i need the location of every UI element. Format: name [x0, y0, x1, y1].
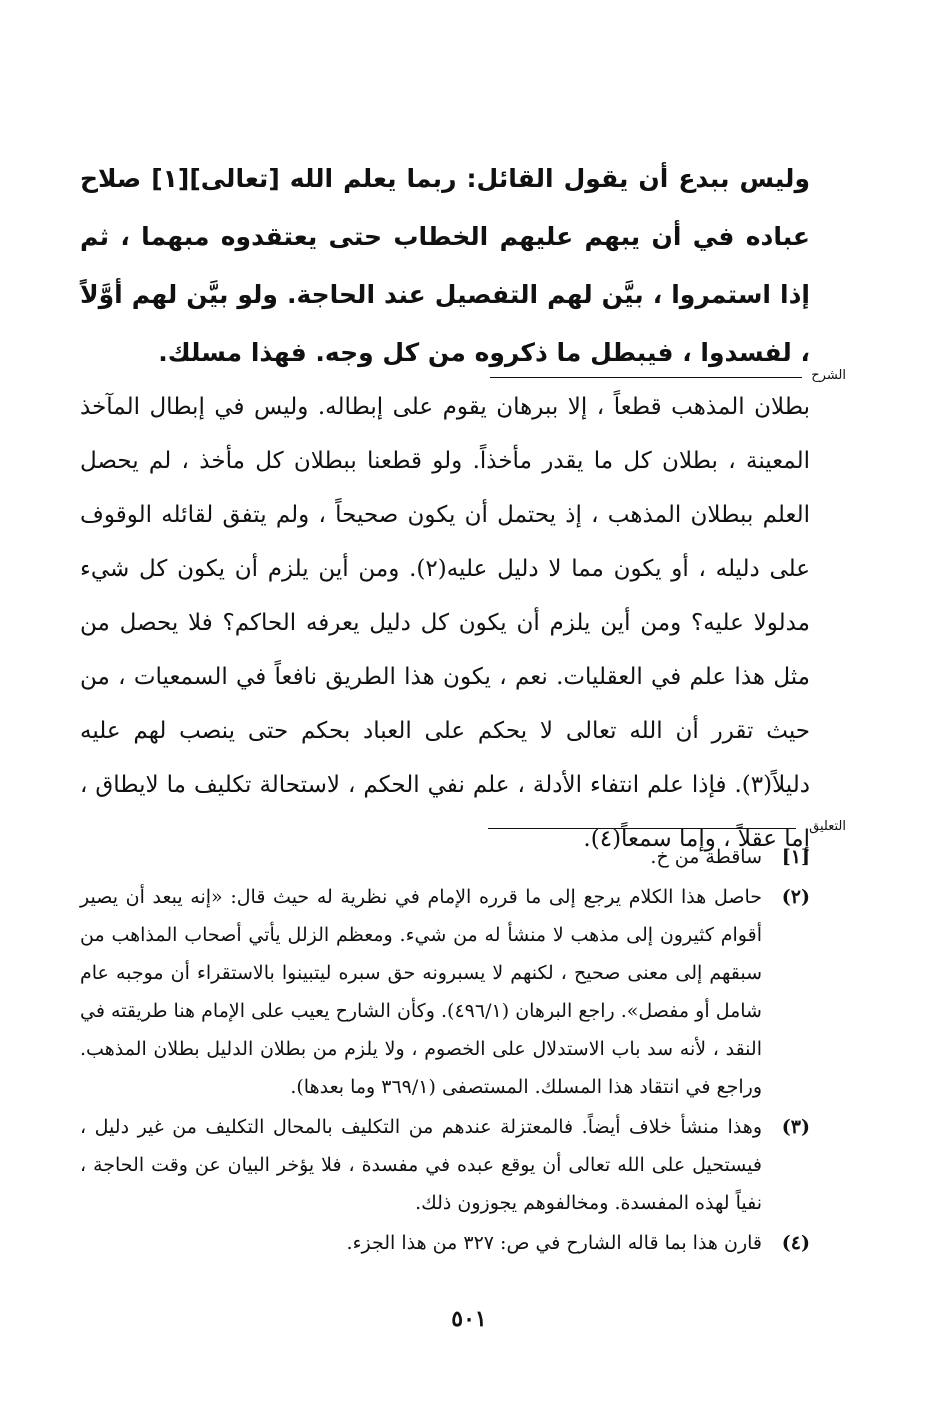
main-text: وليس ببدع أن يقول القائل: ربما يعلم الله [تعالى][١] صلاح عباده في أن يبهم عليهم الخطاب حتى يعتقدوه مبهما ، ثم إذا استمروا ، بيَّن لهم التفصيل عند الحاجة. ولو بيَّن لهم أوَّلاً ، لفسدوا ، فيبطل ما ذكروه من كل وجه. فهذا مسلك. — [80, 164, 810, 367]
sharh-divider — [490, 377, 802, 378]
footnote-number: (٤) — [781, 1232, 810, 1254]
footnote-text: قارن هذا بما قاله الشارح في ص: ٣٢٧ من هذا الجزء. — [346, 1232, 762, 1254]
footnote-text: حاصل هذا الكلام يرجع إلى ما قرره الإمام في نظرية له حيث قال: «إنه يبعد أن يصير أقوام كثيرون إلى مذهب لا منشأ له من شيء. ومعظم الزلل يأتي أصحاب المذاهب من سبقهم إلى معنى صحيح ، لكنهم لا يسبرونه حق سبره ليتبينوا بالاستقراء أن موجبه عام شامل أو مفصل». راجع البرهان (٤٩٦/١). وكأن الشارح يعيب على الإمام هنا طريقته في النقد ، لأنه سد باب الاستدلال على الخصوم ، ولا يلزم من بطلان الدليل بطلان المذهب. وراجع في انتقاد هذا المسلك. المستصفى (٣٦٩/١ وما بعدها). — [80, 886, 762, 1098]
sharh-label: الشرح — [811, 368, 846, 383]
footnotes-list — [80, 838, 810, 1264]
footnote-text: ساقطة من خ. — [650, 846, 762, 868]
footnote — [80, 838, 810, 876]
footnote-number: (٣) — [781, 1116, 810, 1138]
taaliq-label: التعليق — [809, 819, 846, 834]
footnote — [80, 1224, 810, 1262]
footnote — [80, 878, 810, 1106]
footnote-number: (٢) — [781, 886, 810, 908]
taaliq-divider — [488, 828, 796, 829]
footnote — [80, 1108, 810, 1222]
page-number: ٥٠١ — [451, 1306, 487, 1332]
footnote-number: [١] — [781, 846, 810, 868]
commentary-text: بطلان المذهب قطعاً ، إلا ببرهان يقوم على إبطاله. وليس في إبطال المآخذ المعينة ، بطلان كل ما يقدر مأخذاً. ولو قطعنا ببطلان كل مأخذ ، لم يحصل العلم ببطلان المذهب ، إذ يحتمل أن يكون صحيحاً ، ولم يتفق لقائله الوقوف على دليله ، أو يكون مما لا دليل عليه(٢). ومن أين يلزم أن يكون كل شيء مدلولا عليه؟ ومن أين يلزم أن يكون كل دليل يعرفه الحاكم؟ فلا يحصل من مثل هذا علم في العقليات. نعم ، يكون هذا الطريق نافعاً في السمعيات ، من حيث تقرر أن الله تعالى لا يحكم على العباد بحكم حتى ينصب لهم عليه دليلاً(٣). فإذا علم انتفاء الأدلة ، علم نفي الحكم ، لاستحالة تكليف ما لايطاق ، إما عقلاً ، وإما سمعاً(٤). — [80, 394, 810, 852]
footnote-text: وهذا منشأ خلاف أيضاً. فالمعتزلة عندهم من التكليف بالمحال التكليف من غير دليل ، فيستحيل على الله تعالى أن يوقع عبده في مفسدة ، فلا يؤخر البيان عن وقت الحاجة ، نفياً لهذه المفسدة. ومخالفوهم يجوزون ذلك. — [80, 1116, 762, 1214]
